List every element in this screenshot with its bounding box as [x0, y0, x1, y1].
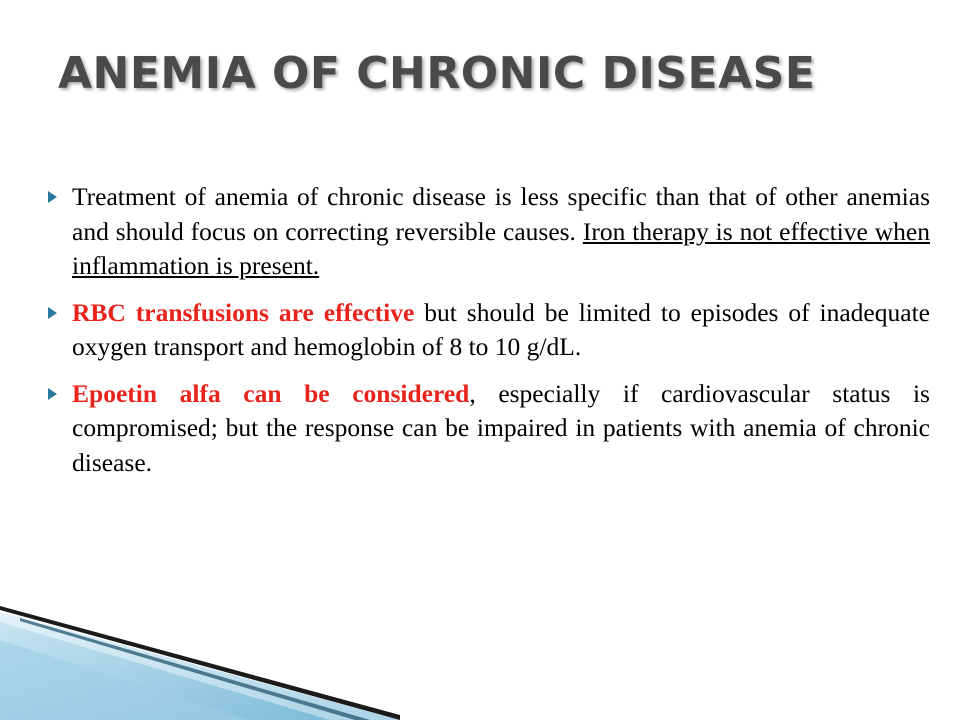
bullet-item [48, 377, 930, 481]
bullet-text: but should be limited to episodes of inadequate oxygen transport and hemoglobin of 8 to 10 g/dL. [72, 297, 930, 361]
bullet-item [48, 296, 930, 365]
triangle-right-icon [48, 191, 57, 203]
bullet-list [48, 180, 930, 492]
bullet-underlined-text: Iron therapy is not effective when inflammation is present. [72, 216, 930, 280]
blue-swoosh-decoration [0, 600, 400, 720]
bullet-text: , especially if cardiovascular status is compromised; but the response can be impaired in patients with anemia of chronic disease. [72, 378, 930, 477]
triangle-right-icon [48, 388, 57, 400]
bullet-highlight-text: RBC transfusions are effective [72, 297, 415, 327]
bullet-item [48, 180, 930, 284]
slide-title: ANEMIA OF CHRONIC DISEASE [58, 48, 816, 99]
bullet-text: Treatment of anemia of chronic disease is less specific than that of other anemias and should focus on correcting reversible causes. [72, 182, 930, 246]
triangle-right-icon [48, 307, 57, 319]
bullet-highlight-text: Epoetin alfa can be considered [72, 378, 470, 408]
